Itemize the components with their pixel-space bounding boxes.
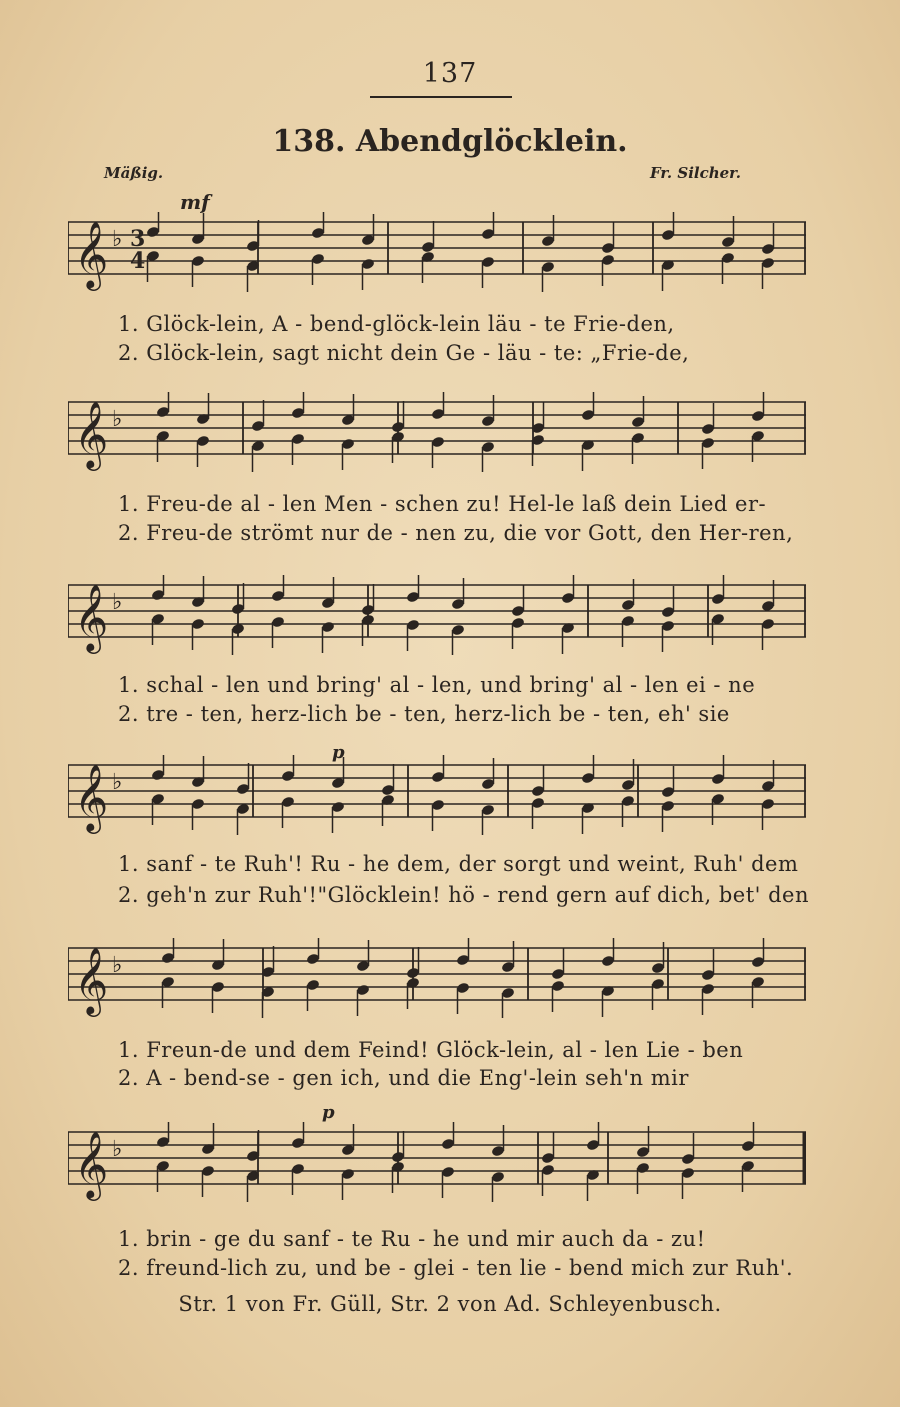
time-signature-digit: 4 bbox=[130, 248, 146, 274]
staff-drawing bbox=[68, 212, 806, 292]
treble-clef-icon: 𝄞 bbox=[74, 400, 109, 468]
flat-icon: ♭ bbox=[112, 590, 123, 615]
tempo-marking: Mäßig. bbox=[104, 164, 164, 182]
flat-icon: ♭ bbox=[112, 953, 123, 978]
dynamic-mf: mf bbox=[180, 190, 210, 214]
page-number: 137 bbox=[422, 58, 478, 89]
staff-drawing bbox=[68, 392, 806, 472]
lyric-verse2-line6: 2. freund-lich zu, und be - glei - ten lie - bend mich zur Ruh'. bbox=[118, 1256, 794, 1280]
flat-icon: ♭ bbox=[112, 227, 123, 252]
treble-clef-icon: 𝄞 bbox=[74, 1130, 109, 1198]
time-signature-digit: 3 bbox=[130, 226, 146, 252]
treble-clef-icon: 𝄞 bbox=[74, 946, 109, 1014]
lyric-verse1-line1: 1. Glöck-lein, A - bend-glöck-lein läu - te Frie-den, bbox=[118, 312, 675, 336]
lyric-verse1-line2: 1. Freu-de al - len Men - schen zu! Hel-le laß dein Lied er- bbox=[118, 492, 767, 516]
flat-icon: ♭ bbox=[112, 407, 123, 432]
composer: Fr. Silcher. bbox=[650, 164, 741, 182]
treble-clef-icon: 𝄞 bbox=[74, 583, 109, 651]
staff-drawing bbox=[68, 575, 806, 655]
lyric-verse2-line4: 2. geh'n zur Ruh'!"Glöcklein! hö - rend gern auf dich, bet' den bbox=[118, 883, 810, 907]
music-staff-3 bbox=[68, 575, 806, 655]
lyric-verse1-line5: 1. Freun-de und dem Feind! Glöck-lein, al - len Lie - ben bbox=[118, 1038, 744, 1062]
treble-clef-icon: 𝄞 bbox=[74, 763, 109, 831]
staff-drawing bbox=[68, 755, 806, 835]
song-title: 138. Abendglöcklein. bbox=[272, 124, 628, 159]
dynamic-p: p bbox=[322, 1102, 335, 1123]
music-staff-6 bbox=[68, 1122, 806, 1202]
lyric-verse2-line1: 2. Glöck-lein, sagt nicht dein Ge - läu - te: „Frie-de, bbox=[118, 341, 690, 365]
lyric-verse1-line3: 1. schal - len und bring' al - len, und bring' al - len ei - ne bbox=[118, 673, 756, 697]
text-credits: Str. 1 von Fr. Güll, Str. 2 von Ad. Schleyenbusch. bbox=[178, 1292, 722, 1316]
lyric-verse1-line6: 1. brin - ge du sanf - te Ru - he und mir auch da - zu! bbox=[118, 1227, 706, 1251]
lyric-verse1-line4: 1. sanf - te Ruh'! Ru - he dem, der sorgt und weint, Ruh' dem bbox=[118, 852, 799, 876]
header-rule bbox=[370, 96, 512, 98]
music-staff-4 bbox=[68, 755, 806, 835]
staff-drawing bbox=[68, 1122, 806, 1202]
lyric-verse2-line3: 2. tre - ten, herz-lich be - ten, herz-lich be - ten, eh' sie bbox=[118, 702, 730, 726]
staff-drawing bbox=[68, 938, 806, 1018]
flat-icon: ♭ bbox=[112, 770, 123, 795]
music-staff-5 bbox=[68, 938, 806, 1018]
dynamic-p: p bbox=[332, 742, 345, 763]
lyric-verse2-line5: 2. A - bend-se - gen ich, und die Eng'-lein seh'n mir bbox=[118, 1066, 689, 1090]
lyric-verse2-line2: 2. Freu-de strömt nur de - nen zu, die vor Gott, den Her-ren, bbox=[118, 521, 794, 545]
music-staff-1 bbox=[68, 212, 806, 292]
music-staff-2 bbox=[68, 392, 806, 472]
flat-icon: ♭ bbox=[112, 1137, 123, 1162]
treble-clef-icon: 𝄞 bbox=[74, 220, 109, 288]
